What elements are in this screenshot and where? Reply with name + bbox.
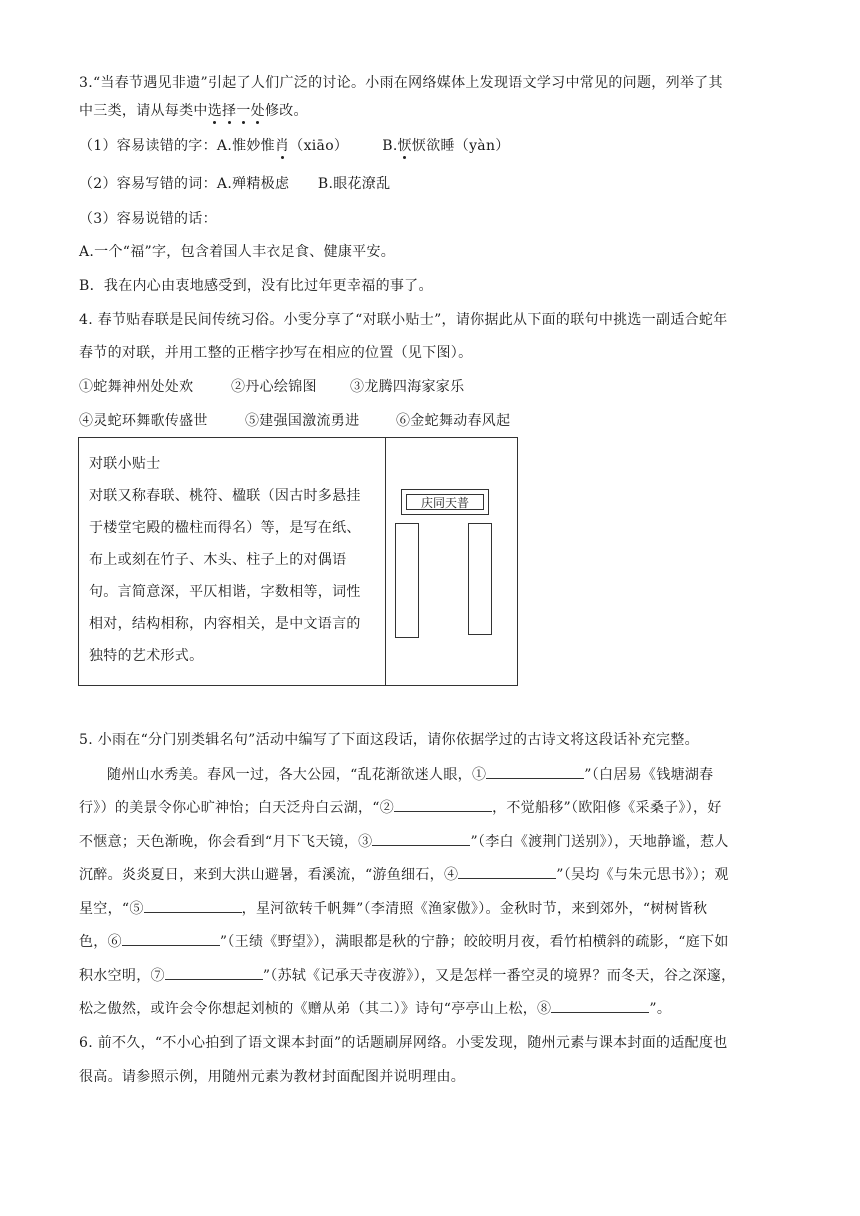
blank-6[interactable] bbox=[122, 945, 220, 946]
blank-8[interactable] bbox=[551, 1012, 649, 1013]
q5-stem: 5. 小雨在“分门别类辑名句”活动中编写了下面这段话，请你依据学过的古诗文将这段话补充完整。 bbox=[79, 732, 699, 748]
blank-7[interactable] bbox=[165, 979, 263, 980]
q3-item3-option-a: A.一个“福”字，包含着国人丰衣足食、健康平安。 bbox=[79, 244, 396, 260]
q4-option-6: ⑥金蛇舞动春风起 bbox=[396, 413, 511, 429]
q5-passage-line3: 不惬意；天色渐晚，你会看到“月下飞天镜，③ ”（李白《渡荆门送别》），天地静谧，惹人 bbox=[79, 834, 729, 850]
q4-option-3: ③龙腾四海家家乐 bbox=[350, 379, 465, 395]
q3-item1: （1）容易读错的字：A.惟妙惟肖（xiāo） B.恹恹欲睡（yàn） bbox=[79, 138, 510, 154]
tips-line: 相对，结构相称，内容相关，是中文语言的 bbox=[89, 616, 361, 632]
blank-3[interactable] bbox=[372, 845, 470, 846]
q5-passage-line6: 色，⑥ ”（王绩《野望》），满眼都是秋的宁静；皎皎明月夜，看竹柏横斜的疏影，“庭下如 bbox=[79, 934, 729, 950]
q4-option-1: ①蛇舞神州处处欢 bbox=[79, 379, 194, 395]
blank-4[interactable] bbox=[458, 878, 556, 879]
tips-line: 句。言简意深，平仄相谐，字数相等，词性 bbox=[89, 584, 361, 600]
right-couplet-box[interactable] bbox=[468, 523, 492, 635]
blank-1[interactable] bbox=[486, 778, 584, 779]
q5-passage-line2: 行》）的美景令你心旷神怡；白天泛舟白云湖，“② ，不觉船移”（欧阳修《采桑子》），好 bbox=[79, 800, 722, 816]
q5-passage-line4: 沉醉。炎炎夏日，来到大洪山避暑，看溪流，“游鱼细石，④ ”（吴均《与朱元思书》）；观 bbox=[79, 867, 729, 883]
horizontal-scroll bbox=[401, 489, 489, 515]
q3-stem-line2: 中三类，请从每类中选择一处修改。 bbox=[79, 103, 308, 119]
q5-passage-line7: 积水空明，⑦ ”（苏轼《记承天寺夜游》），又是怎样一番空灵的境界？而冬天，谷之深邃， bbox=[79, 968, 736, 984]
q4-option-5: ⑤建强国激流勇进 bbox=[245, 413, 360, 429]
blank-5[interactable] bbox=[144, 912, 242, 913]
tips-line: 独特的艺术形式。 bbox=[89, 648, 204, 664]
q5-passage-line5: 星空，“⑤ ，星河欲转千帆舞”（李清照《渔家傲》）。金秋时节，来到郊外，“树树皆秋 bbox=[79, 901, 708, 917]
tips-title: 对联小贴士 bbox=[89, 456, 161, 472]
horizontal-scroll-text: 庆同天普 bbox=[406, 494, 484, 510]
tips-line: 于楼堂宅殿的楹柱而得名）等，是写在纸、 bbox=[89, 520, 361, 536]
q3-stem-line1: 3.“当春节遇见非遗”引起了人们广泛的讨论。小雨在网络媒体上发现语文学习中常见的问题，列举了其 bbox=[79, 75, 723, 91]
blank-2[interactable] bbox=[394, 811, 492, 812]
tips-line: 布上或刻在竹子、木头、柱子上的对偶语 bbox=[89, 552, 347, 568]
q3-item3-option-b: B．我在内心由衷地感受到，没有比过年更幸福的事了。 bbox=[79, 278, 433, 294]
q6-stem-line2: 很高。请参照示例，用随州元素为教材封面配图并说明理由。 bbox=[79, 1069, 466, 1085]
q5-passage-line1: 随州山水秀美。春风一过，各大公园，“乱花渐欲迷人眼，① ”（白居易《钱塘湖春 bbox=[107, 767, 714, 783]
table-divider bbox=[385, 438, 386, 685]
tips-line: 对联又称春联、桃符、楹联（因古时多悬挂 bbox=[89, 488, 361, 504]
q5-passage-line8: 松之傲然，或许会令你想起刘桢的《赠从弟（其二）》诗句“亭亭山上松，⑧ ”。 bbox=[79, 1001, 672, 1017]
q4-stem-line1: 4. 春节贴春联是民间传统习俗。小雯分享了“对联小贴士”，请你据此从下面的联句中挑选一副适合蛇年 bbox=[79, 312, 728, 328]
couplet-tips-table bbox=[78, 437, 518, 686]
left-couplet-box[interactable] bbox=[395, 523, 419, 638]
q4-stem-line2: 春节的对联，并用工整的正楷字抄写在相应的位置（见下图）。 bbox=[79, 345, 473, 361]
q3-item3: （3）容易说错的话： bbox=[79, 211, 217, 227]
q6-stem-line1: 6. 前不久，“不小心拍到了语文课本封面”的话题刷屏网络。小雯发现，随州元素与课本封面的适配度也 bbox=[79, 1035, 728, 1051]
q3-item2: （2）容易写错的词：A.殚精极虑 B.眼花潦乱 bbox=[79, 176, 391, 192]
q4-option-4: ④灵蛇环舞歌传盛世 bbox=[79, 413, 208, 429]
q4-option-2: ②丹心绘锦图 bbox=[231, 379, 317, 395]
